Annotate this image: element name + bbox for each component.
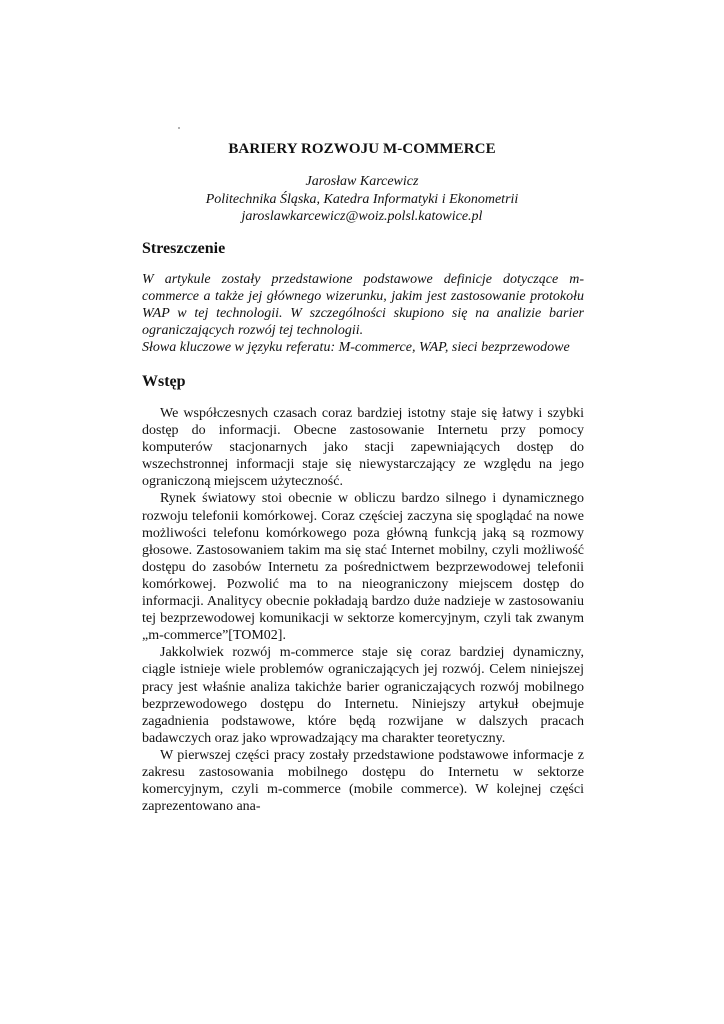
abstract-keywords: Słowa kluczowe w języku referatu: M-commerce, WAP, sieci bezprzewodowe	[142, 340, 570, 355]
abstract-text: W artykule zostały przedstawione podstawowe definicje dotyczące m-commerce a także jej głównego wizerunku, jakim jest zastosowanie protokołu WAP w tej technologii. W szczególności skupiono się na analizie barier ograniczających rozwój tej technologii.	[142, 272, 584, 338]
intro-body	[142, 405, 584, 815]
author-affiliation: Politechnika Śląska, Katedra Informatyki i Ekonometrii	[205, 191, 519, 207]
author-name: Jarosław Karcewicz	[305, 174, 419, 189]
author-block	[0, 173, 724, 226]
intro-paragraph-3: Jakkolwiek rozwój m-commerce staje się coraz bardziej dynamiczny, ciągle istnieje wiele problemów ograniczających jej rozwój. Celem niniejszej pracy jest właśnie analiza takichże barier ograniczających rozwój mobilnego bezprzewodowego dostępu do Internetu. Niniejszy artykuł obejmuje zagadnienia podstawowe, które będą rozwijane w dalszych pracach badawczych oraz jako wprowadzający ma charakter teoretyczny.	[142, 645, 584, 746]
abstract-heading: Streszczenie	[142, 240, 226, 257]
intro-paragraph-2: Rynek światowy stoi obecnie w obliczu bardzo silnego i dynamicznego rozwoju telefonii komórkowej. Coraz częściej zaczyna się spoglądać na nowe możliwości telefonu komórkowego poza główną funkcją jaką są rozmowy głosowe. Zastosowaniem takim ma się stać Internet mobilny, czyli możliwość dostępu do zasobów Internetu za pośrednictwem bezprzewodowej telefonii komórkowej. Pozwolić ma to na nieograniczony miejscem dostęp do informacji. Analitycy obecnie pokładają bardzo duże nadzieje w zastosowaniu tej bezprzewodowej komunikacji w sektorze komercyjnym, czyli tak zwanym „m-commerce”[TOM02].	[142, 491, 584, 644]
abstract	[142, 271, 584, 356]
paper-title: BARIERY ROZWOJU M-COMMERCE	[228, 141, 496, 157]
author-email: jaroslawkarcewicz@woiz.polsl.katowice.pl	[241, 209, 483, 224]
intro-heading: Wstęp	[142, 373, 186, 390]
intro-paragraph-1: We współczesnych czasach coraz bardziej istotny staje się łatwy i szybki dostęp do informacji. Obecne zastosowanie Internetu przy pomocy komputerów stacjonarnych jako stacji zapewniających dostęp do wszechstronnej informacji staje się niewystarczający ze względu na jego ograniczoną miejscem użyteczność.	[142, 406, 584, 490]
intro-paragraph-4: W pierwszej części pracy zostały przedstawione podstawowe informacje z zakresu zastosowania mobilnego dostępu do Internetu w sektorze komercyjnym, czyli m-commerce (mobile commerce). W kolejnej części zaprezentowano ana-	[142, 747, 584, 815]
scan-speck	[178, 127, 180, 129]
